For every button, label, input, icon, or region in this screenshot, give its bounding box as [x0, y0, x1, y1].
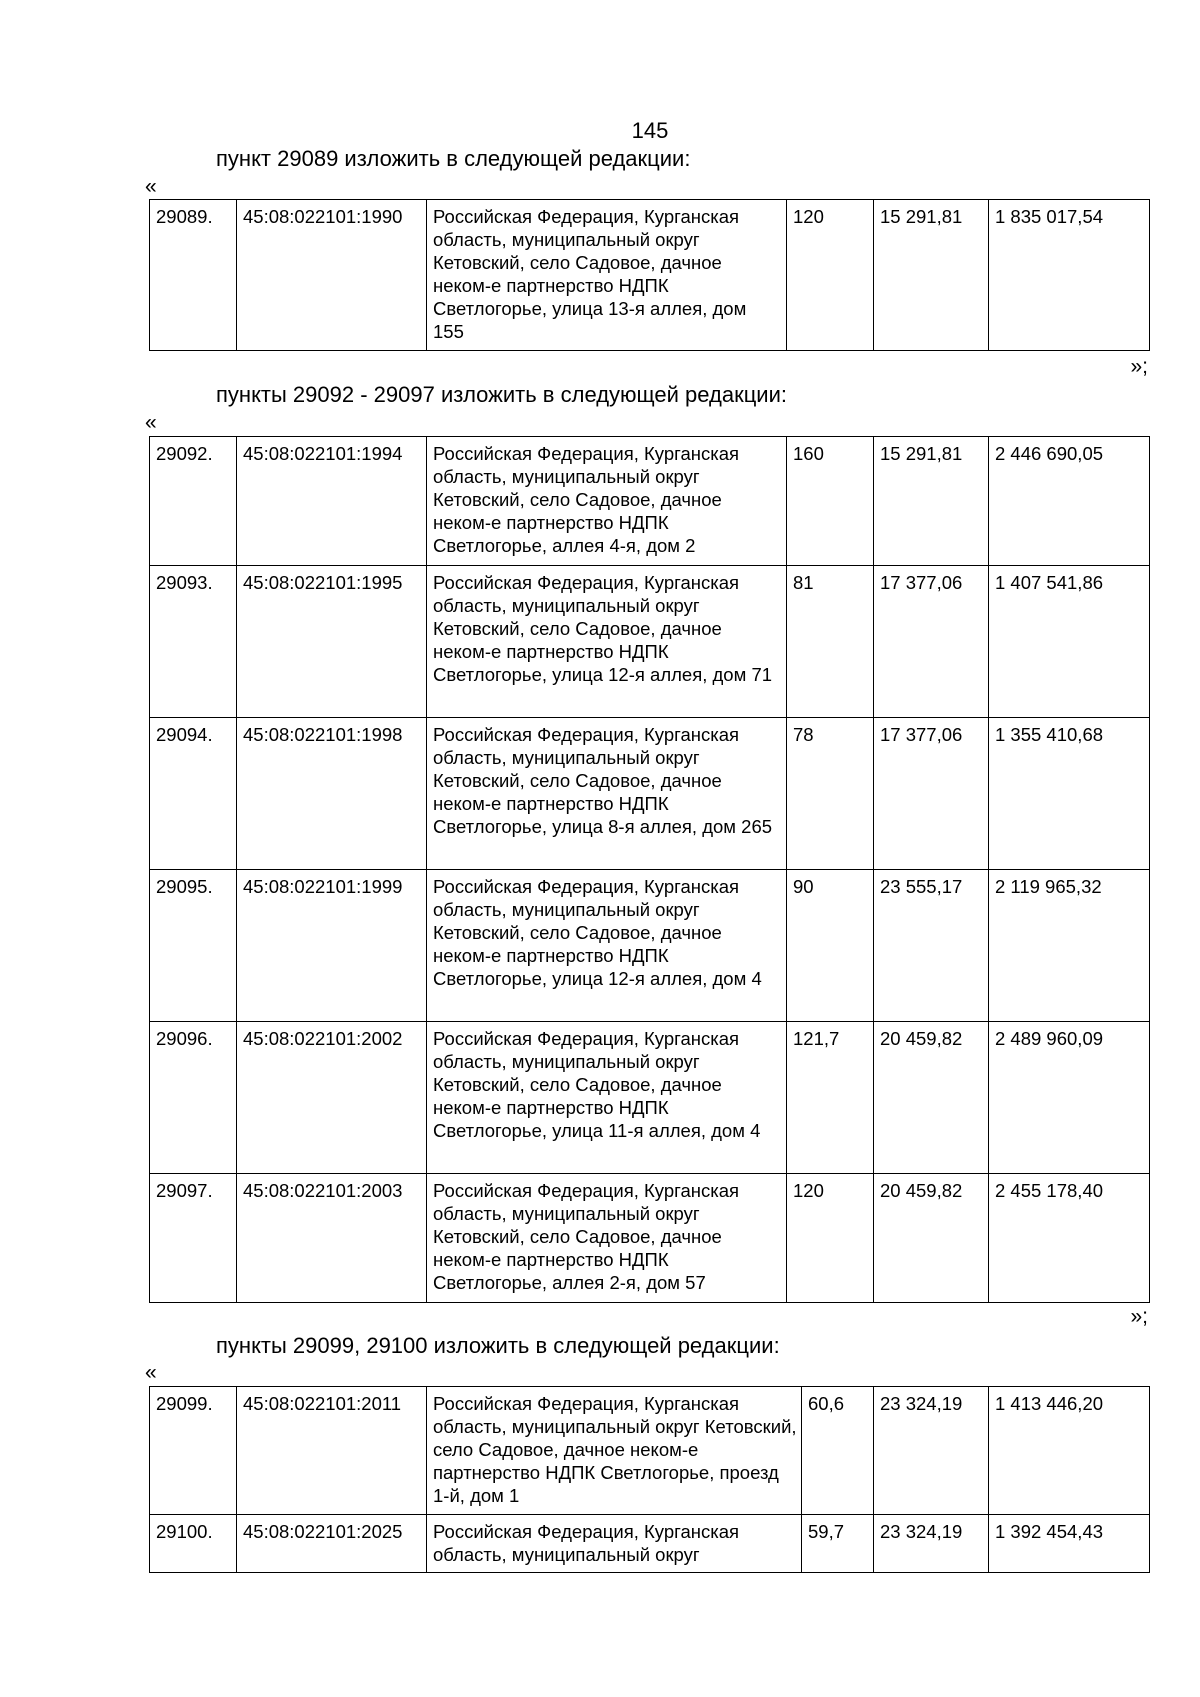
page-number: 145	[631, 118, 669, 143]
section-intro: пункты 29099, 29100 изложить в следующей редакции:	[216, 1333, 780, 1358]
cadastral-number: 45:08:022101:2025	[237, 1515, 427, 1573]
open-quote: «	[145, 411, 157, 434]
price-cell: 20 459,82	[874, 1022, 989, 1174]
area-cell: 59,7	[802, 1515, 874, 1573]
area-cell: 90	[787, 870, 874, 1022]
cadastral-number: 45:08:022101:1999	[237, 870, 427, 1022]
row-number: 29092.	[150, 437, 237, 566]
address-cell: Российская Федерация, Курганская область, муниципальный округ	[427, 1515, 802, 1573]
row-number: 29096.	[150, 1022, 237, 1174]
table-row	[150, 1387, 1150, 1515]
price-cell: 15 291,81	[874, 437, 989, 566]
row-number: 29093.	[150, 566, 237, 718]
property-table	[149, 436, 1150, 1303]
total-cell: 2 489 960,09	[989, 1022, 1150, 1174]
close-quote: »;	[1130, 1305, 1148, 1328]
address-cell: Российская Федерация, Курганская область, муниципальный округ Кетовский, село Садовое, дачное неком-е партнерство НДПК Светлогорье, улица 12-я аллея, дом 71	[427, 566, 787, 718]
area-cell: 121,7	[787, 1022, 874, 1174]
price-cell: 23 555,17	[874, 870, 989, 1022]
total-cell: 1 407 541,86	[989, 566, 1150, 718]
price-cell: 20 459,82	[874, 1174, 989, 1303]
price-cell: 23 324,19	[874, 1515, 989, 1573]
price-cell: 23 324,19	[874, 1387, 989, 1515]
cadastral-number: 45:08:022101:1994	[237, 437, 427, 566]
price-cell: 17 377,06	[874, 718, 989, 870]
address-cell: Российская Федерация, Курганская область, муниципальный округ Кетовский, село Садовое, дачное неком-е партнерство НДПК Светлогорье, улица 12-я аллея, дом 4	[427, 870, 787, 1022]
table-row	[150, 718, 1150, 870]
row-number: 29094.	[150, 718, 237, 870]
table-row	[150, 437, 1150, 566]
address-cell: Российская Федерация, Курганская область, муниципальный округ Кетовский, село Садовое, дачное неком-е партнерство НДПК Светлогорье, улица 8-я аллея, дом 265	[427, 718, 787, 870]
table-row	[150, 1515, 1150, 1573]
cadastral-number: 45:08:022101:1998	[237, 718, 427, 870]
open-quote: «	[145, 1361, 157, 1384]
price-cell: 15 291,81	[874, 200, 989, 351]
close-quote: »;	[1130, 355, 1148, 378]
cadastral-number: 45:08:022101:1990	[237, 200, 427, 351]
area-cell: 120	[787, 200, 874, 351]
table-row	[150, 1174, 1150, 1303]
total-cell: 2 455 178,40	[989, 1174, 1150, 1303]
section-intro: пункт 29089 изложить в следующей редакции:	[216, 146, 691, 171]
cadastral-number: 45:08:022101:2003	[237, 1174, 427, 1303]
area-cell: 81	[787, 566, 874, 718]
area-cell: 160	[787, 437, 874, 566]
total-cell: 1 835 017,54	[989, 200, 1150, 351]
table-row	[150, 200, 1150, 351]
total-cell: 1 355 410,68	[989, 718, 1150, 870]
cadastral-number: 45:08:022101:2011	[237, 1387, 427, 1515]
total-cell: 1 392 454,43	[989, 1515, 1150, 1573]
table-row	[150, 870, 1150, 1022]
address-cell: Российская Федерация, Курганская область, муниципальный округ Кетовский, село Садовое, дачное неком-е партнерство НДПК Светлогорье, проезд 1-й, дом 1	[427, 1387, 802, 1515]
total-cell: 2 119 965,32	[989, 870, 1150, 1022]
total-cell: 2 446 690,05	[989, 437, 1150, 566]
row-number: 29099.	[150, 1387, 237, 1515]
area-cell: 60,6	[802, 1387, 874, 1515]
address-cell: Российская Федерация, Курганская область, муниципальный округ Кетовский, село Садовое, дачное неком-е партнерство НДПК Светлогорье, аллея 4-я, дом 2	[427, 437, 787, 566]
row-number: 29095.	[150, 870, 237, 1022]
address-cell: Российская Федерация, Курганская область, муниципальный округ Кетовский, село Садовое, дачное неком-е партнерство НДПК Светлогорье, улица 13-я аллея, дом 155	[427, 200, 787, 351]
address-cell: Российская Федерация, Курганская область, муниципальный округ Кетовский, село Садовое, дачное неком-е партнерство НДПК Светлогорье, улица 11-я аллея, дом 4	[427, 1022, 787, 1174]
property-table	[149, 1386, 1150, 1573]
row-number: 29089.	[150, 200, 237, 351]
address-cell: Российская Федерация, Курганская область, муниципальный округ Кетовский, село Садовое, дачное неком-е партнерство НДПК Светлогорье, аллея 2-я, дом 57	[427, 1174, 787, 1303]
price-cell: 17 377,06	[874, 566, 989, 718]
cadastral-number: 45:08:022101:1995	[237, 566, 427, 718]
row-number: 29100.	[150, 1515, 237, 1573]
property-table	[149, 199, 1150, 351]
area-cell: 78	[787, 718, 874, 870]
section-intro: пункты 29092 - 29097 изложить в следующей редакции:	[216, 382, 788, 407]
area-cell: 120	[787, 1174, 874, 1303]
cadastral-number: 45:08:022101:2002	[237, 1022, 427, 1174]
open-quote: «	[145, 175, 157, 198]
total-cell: 1 413 446,20	[989, 1387, 1150, 1515]
table-row	[150, 1022, 1150, 1174]
table-row	[150, 566, 1150, 718]
row-number: 29097.	[150, 1174, 237, 1303]
